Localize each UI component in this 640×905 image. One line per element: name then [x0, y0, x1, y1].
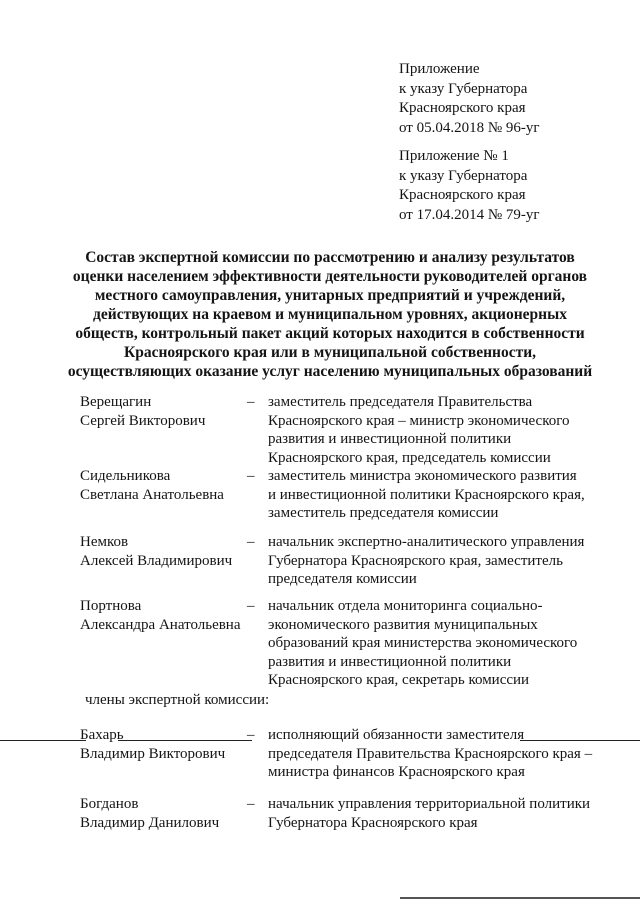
role-line: председателя комиссии	[268, 571, 417, 587]
member-role	[268, 533, 584, 589]
role-line: Губернатора Красноярского края, заместитель	[268, 552, 563, 569]
role-line: Красноярского края, секретарь комиссии	[268, 672, 530, 688]
title-line: Состав экспертной комиссии по рассмотрению и анализу результатов	[85, 249, 575, 266]
member-surname: Портнова	[80, 598, 142, 614]
member-surname: Верещагин	[80, 394, 152, 410]
dash-separator: –	[247, 394, 255, 410]
role-line: начальник управления территориальной политики	[268, 796, 591, 812]
role-line: председателя Правительства Красноярского края –	[268, 745, 593, 762]
appendix-line: Красноярского края	[399, 187, 526, 203]
member-surname: Богданов	[80, 796, 139, 812]
appendix-line: Приложение № 1	[399, 148, 509, 164]
role-line: развития и инвестиционной политики	[268, 653, 512, 670]
members-section-label: члены экспертной комиссии:	[85, 692, 270, 708]
member-given-name: Светлана Анатольевна	[80, 486, 224, 503]
role-line: заместитель председателя комиссии	[268, 505, 499, 521]
member-role	[268, 393, 570, 467]
role-line: экономического развития муниципальных	[268, 616, 538, 633]
appendix-original-block	[399, 147, 540, 225]
role-line: Красноярского края – министр экономического	[268, 412, 570, 429]
appendix-line: от 05.04.2018 № 96-уг	[399, 119, 540, 136]
role-line: начальник отдела мониторинга социально-	[268, 598, 543, 614]
member-name	[80, 533, 232, 570]
member-name	[80, 795, 219, 832]
dash-separator: –	[247, 796, 255, 812]
title-line: действующих на краевом и муниципальном уровнях, акционерных	[93, 306, 567, 323]
member-name	[80, 597, 241, 634]
appendix-line: Приложение	[399, 61, 480, 77]
title-line: оценки населением эффективности деятельности руководителей органов	[72, 268, 588, 285]
member-name	[80, 726, 225, 763]
role-line: заместитель председателя Правительства	[268, 394, 533, 410]
role-line: начальник экспертно-аналитического управления	[268, 534, 585, 550]
role-line: заместитель министра экономического развития	[268, 468, 577, 484]
member-given-name: Алексей Владимирович	[80, 552, 233, 569]
appendix-line: от 17.04.2014 № 79-уг	[399, 206, 540, 223]
member-given-name: Владимир Викторович	[80, 745, 226, 762]
member-given-name: Владимир Данилович	[80, 814, 220, 831]
appendix-line: Красноярского края	[399, 100, 526, 116]
title-line: местного самоуправления, унитарных предприятий и учреждений,	[94, 287, 566, 304]
member-given-name: Александра Анатольевна	[80, 616, 241, 633]
member-given-name: Сергей Викторович	[80, 412, 206, 429]
member-name	[80, 393, 205, 430]
role-line: министра финансов Красноярского края	[268, 764, 525, 780]
appendix-current-block	[399, 60, 540, 138]
dash-separator: –	[247, 727, 255, 743]
member-role	[268, 726, 592, 782]
role-line: развития и инвестиционной политики	[268, 431, 512, 447]
title-line: Красноярского края или в муниципальной собственности,	[123, 344, 536, 361]
title-line: обществ, контрольный пакет акций которых находится в собственности	[75, 325, 585, 342]
member-role	[268, 795, 590, 832]
member-name	[80, 467, 224, 504]
role-line: исполняющий обязанности заместителя	[268, 727, 525, 743]
role-line: и инвестиционной политики Красноярского края,	[268, 486, 585, 503]
member-role	[268, 597, 577, 690]
member-surname: Немков	[80, 534, 129, 550]
scan-line	[0, 740, 86, 741]
appendix-line: к указу Губернатора	[399, 167, 528, 184]
title-line: осуществляющих оказание услуг населению муниципальных образований	[67, 363, 593, 380]
role-line: Губернатора Красноярского края	[268, 814, 478, 831]
member-surname: Бахарь	[80, 727, 124, 743]
document-title	[60, 248, 600, 381]
role-line: Красноярского края, председатель комиссии	[268, 449, 551, 466]
member-surname: Сидельникова	[80, 468, 171, 484]
appendix-line: к указу Губернатора	[399, 80, 528, 97]
member-role	[268, 467, 585, 523]
role-line: образований края министерства экономического	[268, 635, 578, 651]
dash-separator: –	[247, 598, 255, 614]
dash-separator: –	[247, 534, 255, 550]
scan-edge-line	[400, 897, 640, 899]
dash-separator: –	[247, 468, 255, 484]
